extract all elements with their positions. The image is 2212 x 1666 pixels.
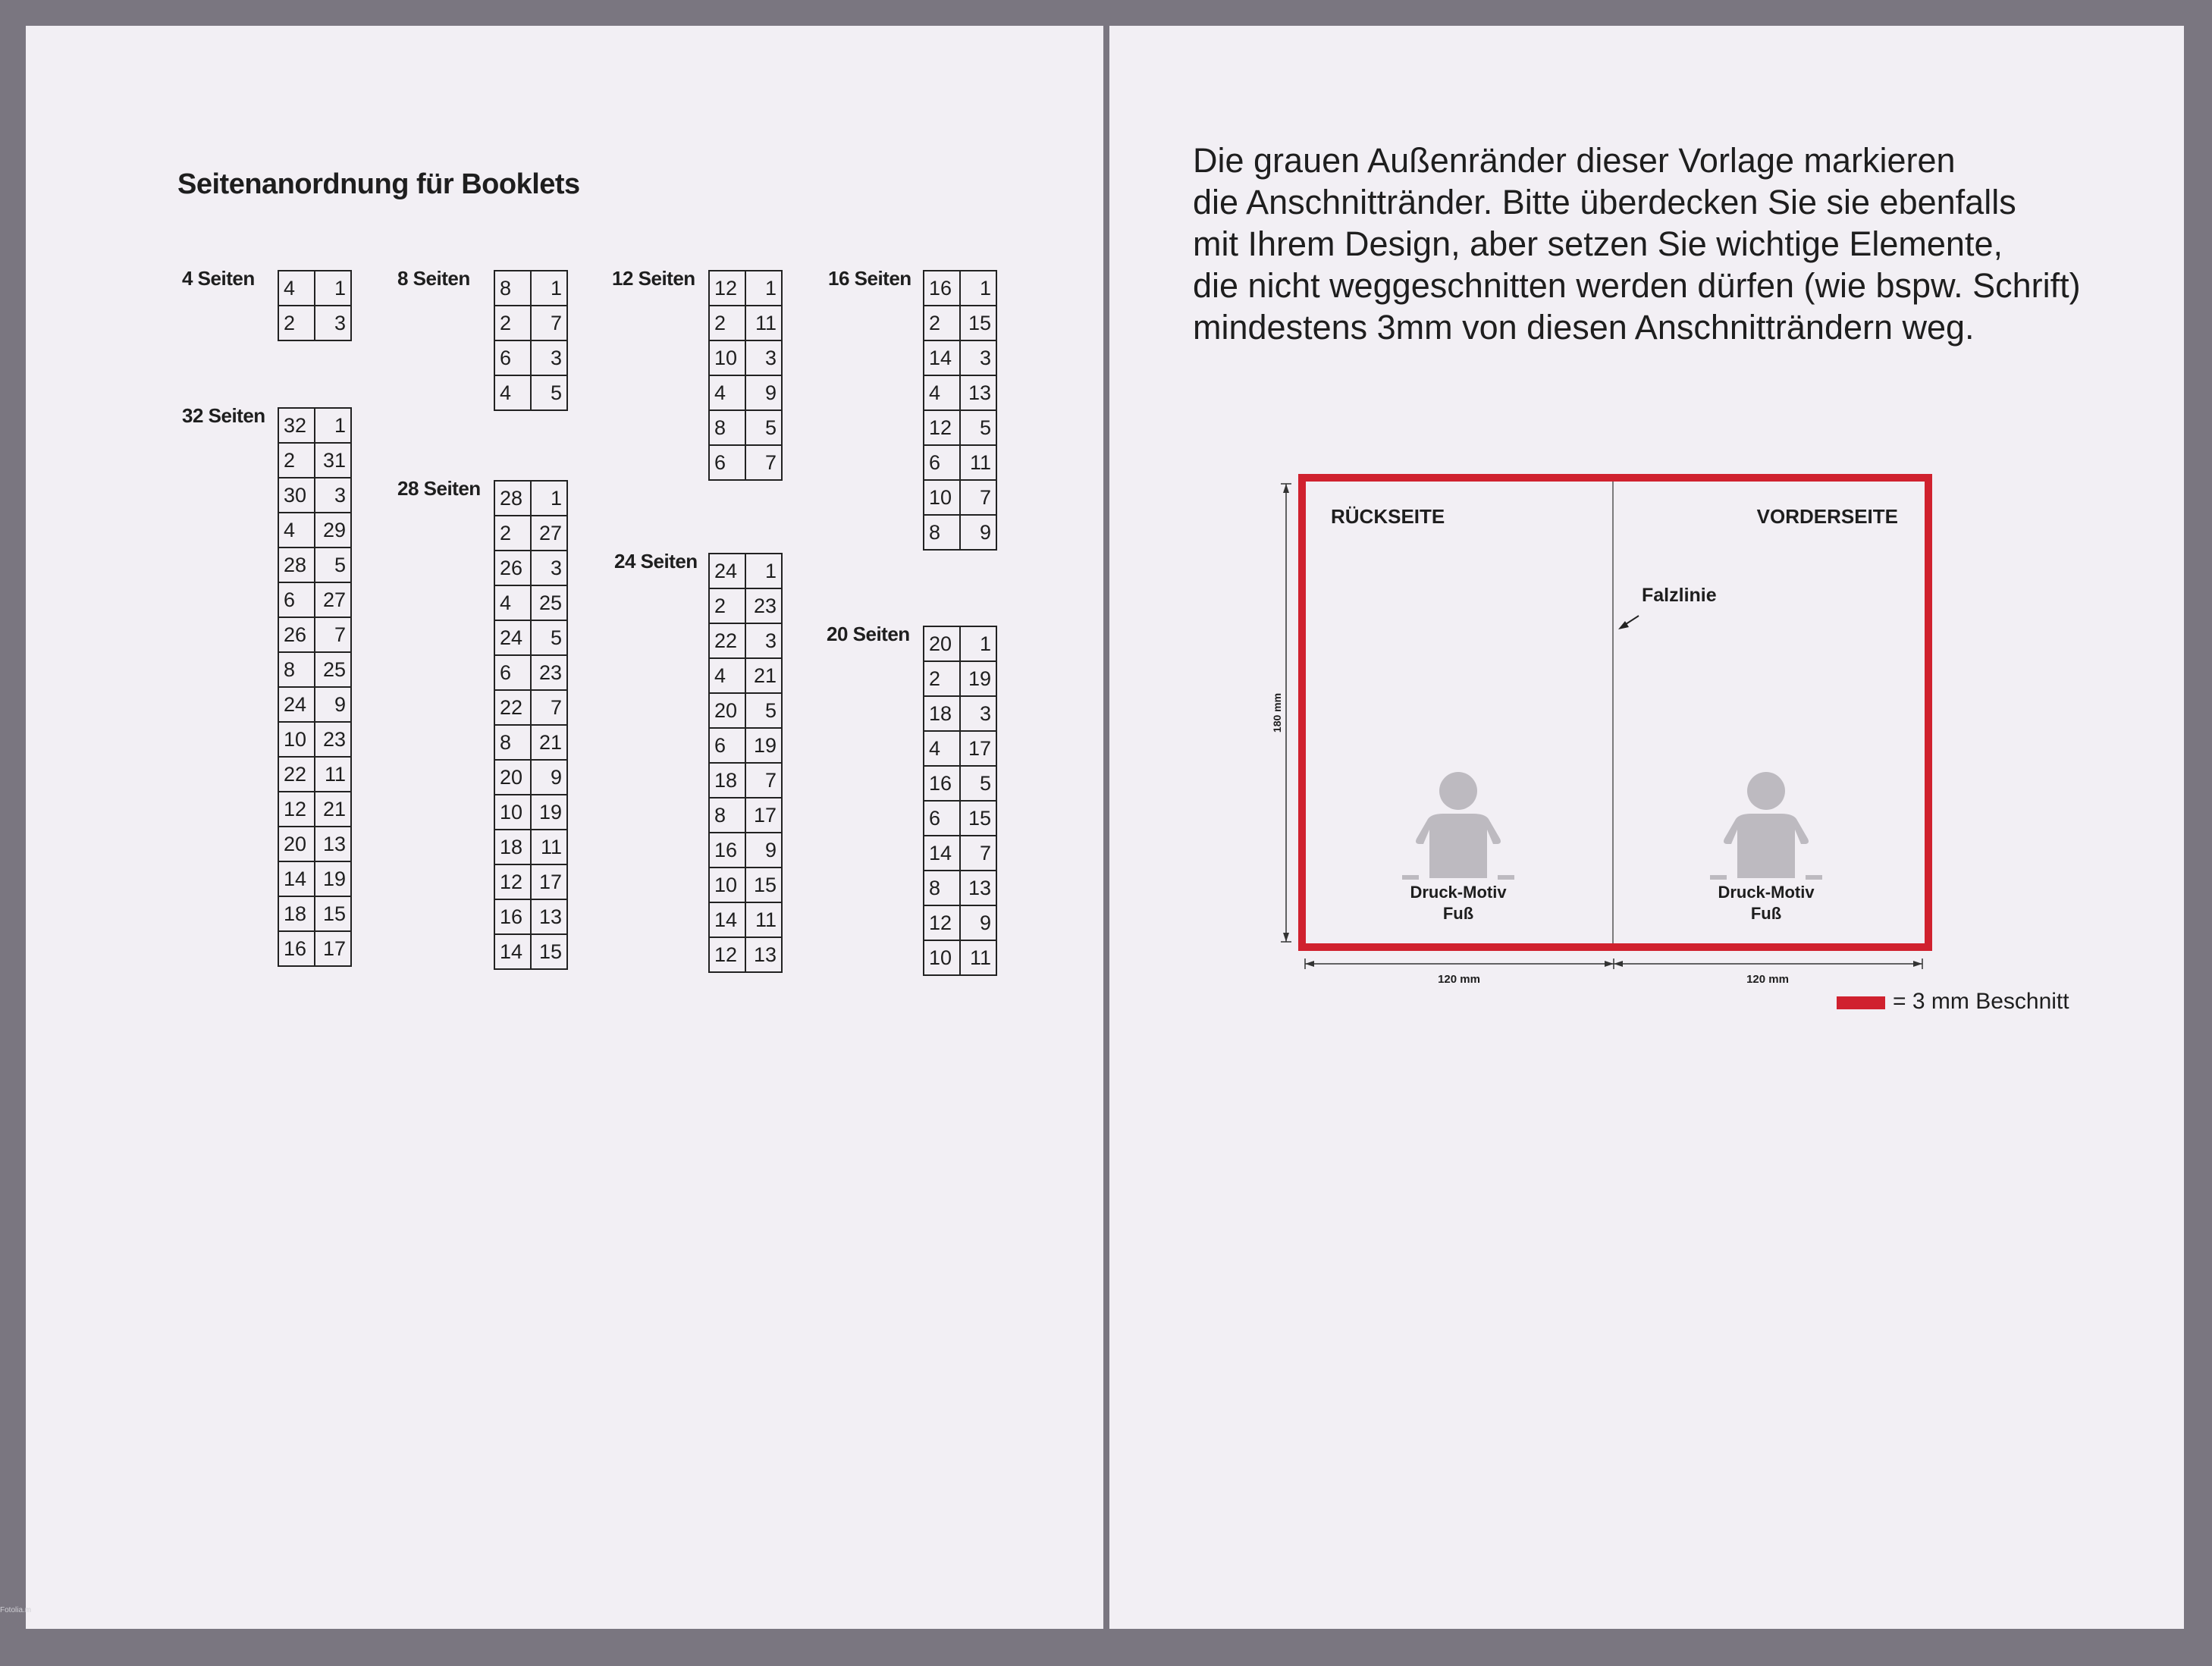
grid-row — [924, 445, 996, 480]
right-page-number: 1 — [315, 271, 351, 306]
grid-row — [278, 792, 351, 827]
grid-row — [278, 896, 351, 931]
left-page-number: 24 — [278, 687, 315, 722]
left-page-number: 10 — [924, 480, 960, 515]
left-page-number: 6 — [924, 801, 960, 836]
grid-row — [494, 795, 567, 830]
bleed-frame — [1302, 478, 1928, 947]
page-order-grid — [708, 553, 783, 973]
left-page-number: 4 — [278, 271, 315, 306]
grid-row — [494, 655, 567, 690]
footer-mark: Fotolia.m — [0, 1606, 32, 1614]
right-page-number: 23 — [745, 588, 782, 623]
person-icon — [1710, 772, 1822, 880]
grid-row — [924, 306, 996, 340]
left-page-number: 4 — [709, 658, 745, 693]
grid-row — [278, 931, 351, 966]
motif-right-line1: Druck-Motiv — [1718, 883, 1815, 902]
left-page-number: 8 — [709, 798, 745, 833]
right-page-number: 11 — [315, 757, 351, 792]
right-page-number: 1 — [960, 271, 996, 306]
left-page-number: 18 — [709, 763, 745, 798]
right-page-number: 7 — [531, 690, 567, 725]
left-page-number: 6 — [709, 728, 745, 763]
right-page-number: 15 — [960, 306, 996, 340]
left-page-number: 20 — [494, 760, 531, 795]
section-label: 16 Seiten — [828, 267, 911, 290]
right-page-number: 21 — [531, 725, 567, 760]
grid-row — [924, 410, 996, 445]
grid-row — [494, 620, 567, 655]
grid-row — [278, 306, 351, 340]
front-label: VORDERSEITE — [1756, 505, 1898, 528]
right-page-number: 9 — [531, 760, 567, 795]
left-page-number: 8 — [924, 871, 960, 905]
right-page-number: 29 — [315, 513, 351, 547]
left-page-number: 16 — [278, 931, 315, 966]
right-page-number: 19 — [745, 728, 782, 763]
left-page-number: 32 — [278, 408, 315, 443]
right-page-number: 13 — [531, 899, 567, 934]
left-page-number: 18 — [278, 896, 315, 931]
section-label: 20 Seiten — [827, 623, 910, 645]
motif-right-line2: Fuß — [1750, 904, 1782, 923]
left-page-number: 4 — [709, 375, 745, 410]
grid-row — [278, 617, 351, 652]
fold-label: Falzlinie — [1642, 585, 1717, 606]
right-page-number: 3 — [315, 306, 351, 340]
left-page-number: 28 — [494, 481, 531, 516]
grid-row — [709, 445, 782, 480]
dim-arrow-icon — [1283, 933, 1289, 942]
right-page-number: 5 — [745, 410, 782, 445]
page-order-grid — [923, 270, 997, 551]
right-page-number: 5 — [315, 547, 351, 582]
folding-diagram — [1109, 26, 2184, 1087]
right-page — [1109, 26, 2184, 1629]
page-order-grid — [278, 270, 352, 341]
right-page-number: 9 — [960, 515, 996, 550]
grid-row — [709, 902, 782, 937]
right-page-number: 1 — [960, 626, 996, 661]
grid-row — [924, 940, 996, 975]
page-order-grid — [708, 270, 783, 481]
left-page-number: 10 — [494, 795, 531, 830]
left-page-number: 18 — [494, 830, 531, 864]
grid-row — [709, 658, 782, 693]
grid-row — [278, 547, 351, 582]
page-order-grid — [278, 407, 352, 967]
right-page-number: 13 — [960, 375, 996, 410]
right-page-number: 19 — [315, 861, 351, 896]
left-page-number: 20 — [709, 693, 745, 728]
grid-row — [924, 766, 996, 801]
left-page-number: 14 — [924, 340, 960, 375]
grid-row — [494, 551, 567, 585]
grid-row — [709, 623, 782, 658]
right-page-number: 11 — [531, 830, 567, 864]
grid-row — [494, 760, 567, 795]
right-page-number: 3 — [960, 340, 996, 375]
booklet-title: Seitenanordnung für Booklets — [177, 168, 580, 200]
left-page-number: 2 — [924, 306, 960, 340]
left-page-number: 4 — [924, 731, 960, 766]
grid-row — [924, 661, 996, 696]
grid-row — [709, 375, 782, 410]
right-page-number: 5 — [531, 375, 567, 410]
bleed-legend-swatch — [1837, 996, 1885, 1009]
right-page-number: 1 — [531, 481, 567, 516]
info-line: mit Ihrem Design, aber setzen Sie wichtige Elemente, — [1193, 224, 2003, 263]
dim-arrow-icon — [1305, 961, 1314, 967]
left-page-number: 6 — [278, 582, 315, 617]
left-page-number: 16 — [924, 766, 960, 801]
left-page-number: 12 — [924, 410, 960, 445]
grid-row — [709, 763, 782, 798]
grid-row — [494, 481, 567, 516]
right-page-number: 9 — [315, 687, 351, 722]
left-page-number: 14 — [278, 861, 315, 896]
right-page-number: 1 — [745, 554, 782, 588]
right-page-number: 9 — [745, 833, 782, 868]
left-page-number: 2 — [709, 306, 745, 340]
left-page-number: 2 — [924, 661, 960, 696]
grid-row — [278, 722, 351, 757]
grid-row — [494, 934, 567, 969]
right-page-number: 21 — [315, 792, 351, 827]
left-page-number: 12 — [494, 864, 531, 899]
back-label: RÜCKSEITE — [1331, 505, 1445, 528]
grid-row — [924, 515, 996, 550]
left-page-number: 16 — [494, 899, 531, 934]
right-page-number: 7 — [531, 306, 567, 340]
right-page-number: 19 — [960, 661, 996, 696]
right-page-number: 15 — [960, 801, 996, 836]
left-page-number: 20 — [924, 626, 960, 661]
left-page-number: 24 — [494, 620, 531, 655]
right-page-number: 13 — [960, 871, 996, 905]
grid-row — [709, 410, 782, 445]
right-page-number: 13 — [745, 937, 782, 972]
right-page-number: 19 — [531, 795, 567, 830]
right-page-number: 11 — [960, 940, 996, 975]
grid-row — [709, 833, 782, 868]
info-line: die Anschnittränder. Bitte überdecken Sie sie ebenfalls — [1193, 183, 2016, 221]
right-page-number: 1 — [745, 271, 782, 306]
right-page-number: 7 — [960, 480, 996, 515]
grid-row — [278, 478, 351, 513]
motif-left-line1: Druck-Motiv — [1410, 883, 1507, 902]
left-page-number: 10 — [278, 722, 315, 757]
grid-row — [494, 516, 567, 551]
grid-row — [278, 408, 351, 443]
grid-row — [924, 905, 996, 940]
grid-row — [278, 513, 351, 547]
left-page-number: 14 — [924, 836, 960, 871]
grid-row — [278, 827, 351, 861]
left-page-number: 8 — [924, 515, 960, 550]
left-page-number: 4 — [924, 375, 960, 410]
section-label: 12 Seiten — [612, 267, 695, 290]
dim-arrow-icon — [1913, 961, 1922, 967]
section-label: 24 Seiten — [614, 550, 698, 573]
left-page-number: 10 — [709, 868, 745, 902]
left-page-number: 20 — [278, 827, 315, 861]
left-page-number: 4 — [494, 585, 531, 620]
left-page-number: 16 — [709, 833, 745, 868]
grid-row — [709, 798, 782, 833]
grid-row — [278, 687, 351, 722]
left-page-number: 22 — [709, 623, 745, 658]
grid-row — [494, 830, 567, 864]
right-page-number: 17 — [531, 864, 567, 899]
right-page-number: 7 — [960, 836, 996, 871]
dim-arrow-icon — [1283, 484, 1289, 493]
width-dim-left-label: 120 mm — [1438, 973, 1480, 986]
left-page-number: 4 — [278, 513, 315, 547]
left-page-number: 12 — [278, 792, 315, 827]
grid-row — [709, 728, 782, 763]
right-page-number: 5 — [960, 766, 996, 801]
left-page-number: 2 — [278, 306, 315, 340]
left-page-number: 2 — [709, 588, 745, 623]
section-label: 4 Seiten — [182, 267, 255, 290]
grid-row — [709, 588, 782, 623]
left-page-number: 10 — [709, 340, 745, 375]
section-label: 8 Seiten — [397, 267, 470, 290]
grid-row — [709, 340, 782, 375]
page-order-grid — [923, 626, 997, 976]
grid-row — [278, 271, 351, 306]
page-order-grid — [494, 270, 568, 411]
page-order-grid — [494, 480, 568, 970]
right-page-number: 23 — [315, 722, 351, 757]
grid-row — [278, 861, 351, 896]
left-page-number: 24 — [709, 554, 745, 588]
left-page-number: 14 — [494, 934, 531, 969]
left-page-number: 12 — [709, 271, 745, 306]
right-page-number: 15 — [531, 934, 567, 969]
grid-row — [494, 690, 567, 725]
left-page-number: 18 — [924, 696, 960, 731]
right-page-number: 3 — [745, 340, 782, 375]
grid-row — [924, 375, 996, 410]
grid-row — [709, 937, 782, 972]
right-page-number: 1 — [315, 408, 351, 443]
grid-row — [709, 271, 782, 306]
right-page-number: 27 — [315, 582, 351, 617]
right-page-number: 13 — [315, 827, 351, 861]
left-page-number: 6 — [924, 445, 960, 480]
grid-row — [494, 899, 567, 934]
left-page-number: 2 — [278, 443, 315, 478]
left-page-number: 4 — [494, 375, 531, 410]
right-page-number: 17 — [960, 731, 996, 766]
left-page-number: 6 — [494, 340, 531, 375]
grid-row — [924, 731, 996, 766]
right-page-number: 11 — [745, 902, 782, 937]
left-page-number: 22 — [278, 757, 315, 792]
right-page-number: 3 — [315, 478, 351, 513]
motif-left-line2: Fuß — [1442, 904, 1474, 923]
left-page-number: 26 — [494, 551, 531, 585]
grid-row — [494, 725, 567, 760]
grid-row — [494, 271, 567, 306]
grid-row — [709, 693, 782, 728]
left-page-number: 26 — [278, 617, 315, 652]
grid-row — [709, 306, 782, 340]
right-page-number: 1 — [531, 271, 567, 306]
right-page-number: 25 — [531, 585, 567, 620]
right-page-number: 11 — [745, 306, 782, 340]
info-line: die nicht weggeschnitten werden dürfen (wie bspw. Schrift) — [1193, 266, 2081, 305]
grid-row — [924, 871, 996, 905]
right-page-number: 21 — [745, 658, 782, 693]
grid-row — [924, 696, 996, 731]
right-page-number: 5 — [960, 410, 996, 445]
left-page-number: 10 — [924, 940, 960, 975]
left-page-number: 16 — [924, 271, 960, 306]
grid-row — [924, 271, 996, 306]
left-page-number: 2 — [494, 306, 531, 340]
dim-arrow-icon — [1614, 961, 1623, 967]
grid-row — [924, 340, 996, 375]
person-icon — [1402, 772, 1514, 880]
right-page-number: 3 — [960, 696, 996, 731]
grid-row — [709, 868, 782, 902]
right-page-number: 31 — [315, 443, 351, 478]
left-page-number: 8 — [709, 410, 745, 445]
grid-row — [278, 757, 351, 792]
grid-row — [278, 582, 351, 617]
left-page-number: 6 — [494, 655, 531, 690]
section-label: 32 Seiten — [182, 404, 265, 427]
right-page-number: 11 — [960, 445, 996, 480]
left-page-number: 30 — [278, 478, 315, 513]
right-page-number: 3 — [531, 340, 567, 375]
grid-row — [494, 375, 567, 410]
left-page-number: 8 — [494, 725, 531, 760]
right-page-number: 27 — [531, 516, 567, 551]
grid-row — [494, 306, 567, 340]
right-page-number: 23 — [531, 655, 567, 690]
right-page-number: 15 — [745, 868, 782, 902]
right-page-number: 5 — [531, 620, 567, 655]
right-page-number: 17 — [315, 931, 351, 966]
height-dim-label: 180 mm — [1271, 692, 1283, 733]
grid-row — [924, 480, 996, 515]
grid-row — [278, 652, 351, 687]
grid-row — [924, 801, 996, 836]
right-page-number: 25 — [315, 652, 351, 687]
width-dim-right-label: 120 mm — [1746, 973, 1789, 986]
left-page-number: 14 — [709, 902, 745, 937]
right-page-number: 5 — [745, 693, 782, 728]
right-page-number: 17 — [745, 798, 782, 833]
left-page-number: 8 — [494, 271, 531, 306]
dim-arrow-icon — [1605, 961, 1614, 967]
right-page-number: 3 — [745, 623, 782, 658]
grid-row — [278, 443, 351, 478]
left-page-number: 8 — [278, 652, 315, 687]
left-page-number: 12 — [924, 905, 960, 940]
left-page-number: 28 — [278, 547, 315, 582]
grid-row — [494, 864, 567, 899]
info-line: mindestens 3mm von diesen Anschnitträndern weg. — [1193, 308, 1975, 347]
right-page-number: 3 — [531, 551, 567, 585]
left-page-number: 22 — [494, 690, 531, 725]
right-page-number: 9 — [960, 905, 996, 940]
left-page-number: 2 — [494, 516, 531, 551]
bleed-legend-text: = 3 mm Beschnitt — [1893, 989, 2069, 1014]
right-page-number: 15 — [315, 896, 351, 931]
section-label: 28 Seiten — [397, 477, 481, 500]
left-page-number: 6 — [709, 445, 745, 480]
right-page-number: 7 — [315, 617, 351, 652]
right-page-number: 7 — [745, 763, 782, 798]
right-page-number: 9 — [745, 375, 782, 410]
grid-row — [924, 836, 996, 871]
info-line: Die grauen Außenränder dieser Vorlage markieren — [1193, 141, 1956, 180]
grid-row — [494, 340, 567, 375]
grid-row — [924, 626, 996, 661]
grid-row — [494, 585, 567, 620]
right-page-number: 7 — [745, 445, 782, 480]
grid-row — [709, 554, 782, 588]
left-page-number: 12 — [709, 937, 745, 972]
left-page — [26, 26, 1103, 1629]
